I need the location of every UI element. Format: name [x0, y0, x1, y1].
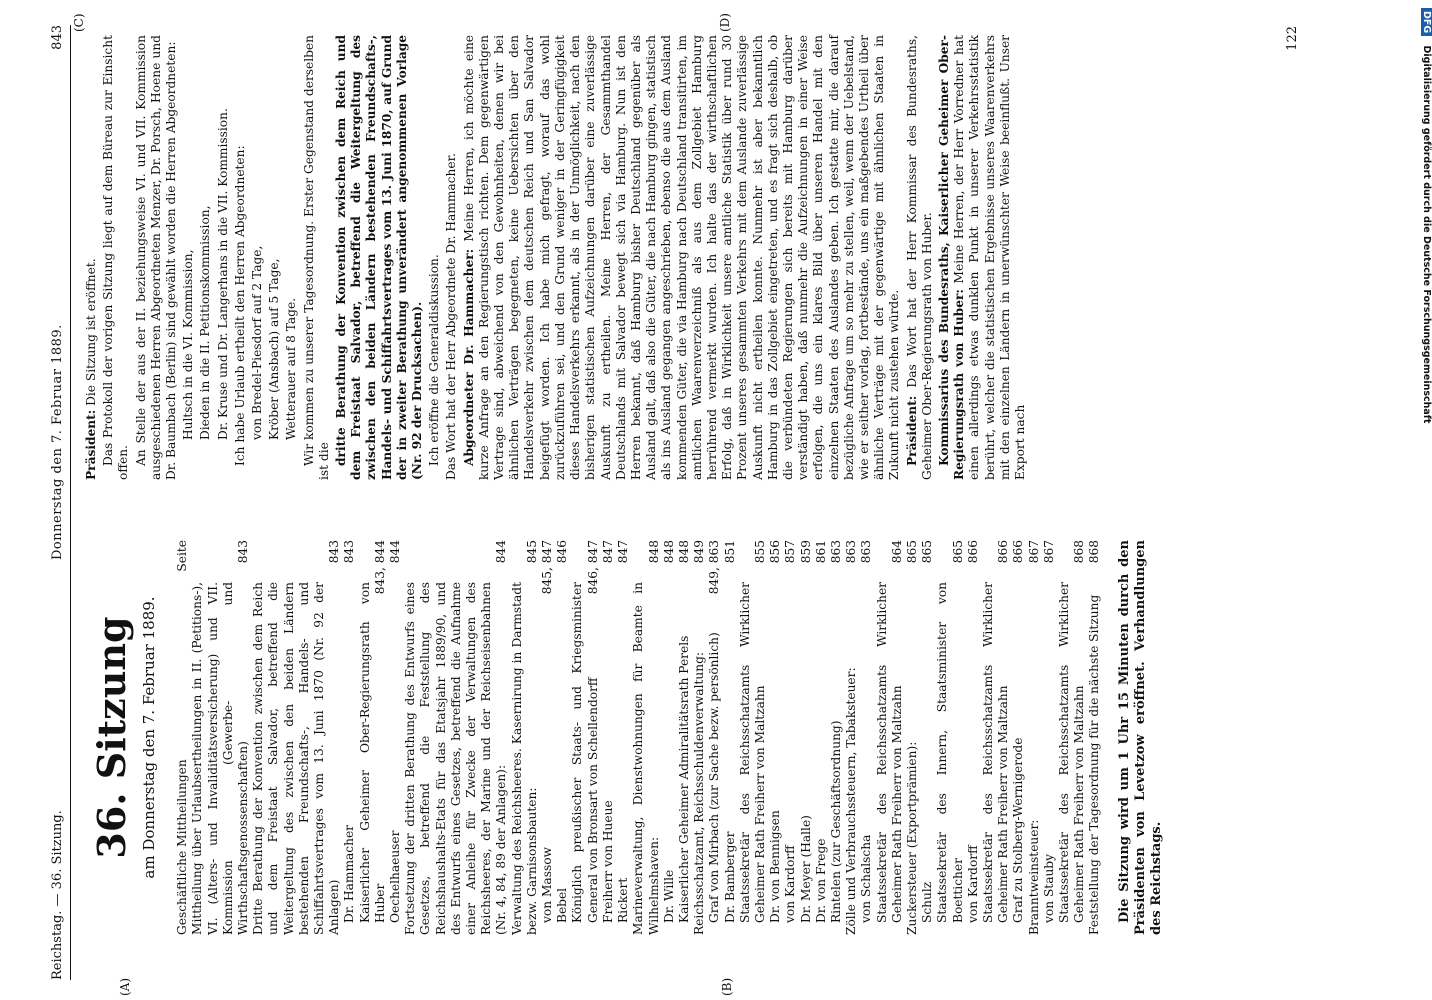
- right-column: [84, 35, 1030, 480]
- left-column: [84, 540, 1165, 935]
- speech-paragraph: Präsident: Die Sitzung ist eröffnet.: [84, 258, 98, 480]
- toc-entry-text: Rintelen (zur Geschäftsordnung): [828, 720, 843, 923]
- toc-entry: [540, 540, 555, 935]
- toc-page-ref: 866: [965, 540, 980, 564]
- toc-entry-text: Freiherr von Hueue: [600, 800, 615, 923]
- toc-entry: [859, 540, 874, 935]
- header-page-number: 843: [50, 25, 65, 50]
- toc-page-ref: 863: [828, 540, 843, 564]
- toc-page-ref: 856: [768, 540, 783, 564]
- toc-entry-text: Dr. von Bennigsen: [768, 810, 783, 923]
- speech-paragraph: Hultsch in die VI. Kommission,: [181, 249, 196, 440]
- digitization-credit: [1418, 8, 1432, 908]
- toc-entry-text: Dr. von Frege: [813, 838, 828, 923]
- toc-entry: [555, 540, 570, 935]
- speaker-label: Präsident:: [904, 395, 919, 466]
- margin-letter-a: (A): [118, 977, 132, 996]
- toc-entry: [175, 540, 190, 935]
- footer-page-number: 122: [1284, 26, 1300, 51]
- toc-entry: [662, 540, 677, 935]
- speech-paragraph: Abgeordneter Dr. Hammacher: Meine Herren, ich möchte eine kurze Anfrage an den Regierungstisch richten. Dem gegenwärtigen Vertrage sind, abweichend von den Gewohnheiten, denen wir bei ähnlichen Verträgen begegneten, keine Uebersichten über den Handelsverkehr zwischen dem deutschen Reich und San Salvador beigefügt worden. Ich habe mich gefragt, worauf das wohl zurückzuführen sei, und den Grund weniger in der Geringfügigkeit dieses Handelsverkehrs erkannt, als in der Unmöglichkeit, nach den bisherigen statistischen Aufzeichnungen darüber eine zuverlässige Auskunft zu ertheilen. Meine Herren, der Gesammthandel Deutschlands mit Salvador bewegt sich via Hamburg. Nun ist den Herren bekannt, daß Hamburg bisher Deutschland gegenüber als Ausland galt, daß also die Güter, die nach Hamburg gingen, statistisch als ins Ausland gegangen angeschrieben, ebenso die aus dem Ausland kommenden Güter, die via Hamburg nach Deutschland transitirten, im amtlichen Waarenverzeichniß als aus dem Zollgebiet Hamburg herrührend vermerkt wurden. Ich halte das der wirthschaftlichen Erfolg, daß in Wirklichkeit unsere amtliche Statistik über rund 30 Prozent unseres gesammten Verkehrs mit dem Auslande zuverlässige Auskunft nicht ertheilen konnte. Nunmehr ist aber bekanntlich Hamburg in das Zollgebiet eingetreten, und es fragt sich deshalb, ob die verbündeten Regierungen sich bereits mit Hamburg darüber verständigt haben, daß nunmehr die Aufzeichnungen in einer Weise erfolgen, die uns ein klares Bild über unseren Handel mit den einzelnen Staaten des Auslandes geben. Ich gestatte mir, die darauf bezügliche Anfrage um so mehr zu stellen, weil, wenn der Uebelstand, wie er seither vorlag, fortbestände, uns ein maßgebendes Urtheil über ähnliche Verträge mit der gegenwärtige mit ähnlichen Staaten in Zukunft nicht zustehen würde.: [461, 34, 902, 480]
- toc-entry: [844, 540, 859, 935]
- toc-page-ref: 855: [752, 540, 767, 564]
- toc-page-ref: 843: [327, 540, 342, 564]
- toc-page-ref: 848: [646, 540, 661, 564]
- table-of-contents: [175, 540, 1102, 935]
- toc-page-ref: 861: [813, 540, 828, 564]
- toc-entry: [616, 540, 631, 935]
- session-title: 36. Sitzung: [89, 616, 134, 859]
- toc-entry: [403, 540, 509, 935]
- toc-entry: [905, 540, 920, 935]
- toc-entry: [190, 540, 251, 935]
- speaker-label: Präsident:: [84, 409, 98, 480]
- toc-entry-text: von Schalscha: [859, 834, 874, 923]
- toc-entry-text: Staatssekretär des Reichsschatzamts Wirklicher Geheimer Rath Freiherr von Maltzahn: [737, 582, 767, 923]
- speech-paragraph: Kröber (Ansbach) auf 5 Tage,: [267, 258, 282, 440]
- speech-paragraph: An Stelle der aus der II. beziehungsweise VI. und VII. Kommission ausgeschiedenen Herren Abgeordneten Menzer, Dr. Porsch, Hoene und Dr. Baumbach (Berlin) sind gewählt worden die Herren Abgeordneten:: [133, 35, 179, 480]
- toc-entry-text: von Kardorff: [965, 845, 980, 923]
- toc-entry: [768, 540, 783, 935]
- toc-entry-text: Staatssekretär des Reichsschatzamts Wirklicher Geheimer Rath Freiherr von Maltzahn: [1056, 582, 1087, 923]
- toc-entry: [799, 540, 814, 935]
- toc-entry-text: Graf zu Stolberg-Wernigerode: [1011, 737, 1026, 923]
- toc-entry-text: von Kardorff: [783, 845, 798, 923]
- speech-paragraph: Ich habe Urlaub ertheilt den Herren Abgeordneten:: [232, 145, 247, 466]
- toc-entry: [1057, 540, 1087, 935]
- toc-entry-text: Geschäftliche Mittheilungen: [175, 759, 190, 935]
- speech-paragraph: Das Protokoll der vorigen Sitzung liegt auf dem Büreau zur Einsicht offen.: [101, 35, 131, 480]
- toc-page-ref: 863: [859, 540, 874, 564]
- toc-page-ref: 868: [1087, 540, 1102, 564]
- toc-entry: [920, 540, 935, 935]
- toc-entry: [783, 540, 798, 935]
- toc-page-ref: 867: [1041, 540, 1056, 564]
- toc-page-ref: 865: [904, 540, 919, 564]
- dfg-logo: DFG: [1421, 8, 1432, 36]
- toc-entry: [388, 540, 403, 935]
- toc-entry: [1042, 540, 1057, 935]
- toc-entry: [935, 540, 965, 935]
- toc-entry-text: Kaiserlicher Geheimer Ober-Regierungsrath von Huber: [357, 582, 387, 923]
- toc-page-ref: 857: [783, 540, 798, 564]
- toc-entry: [1027, 540, 1042, 935]
- toc-entry: [342, 540, 357, 935]
- opening-statement: Die Sitzung wird um 1 Uhr 15 Minuten durch den Präsidenten von Levetzow eröffnet. Verhandlungen des Reichstags.: [1116, 540, 1164, 935]
- toc-page-ref: 865: [950, 540, 965, 564]
- toc-entry-text: Dr. Hammacher: [342, 825, 357, 923]
- header-date: Donnerstag den 7. Februar 1889.: [50, 324, 65, 560]
- running-header: [48, 25, 71, 980]
- speech-paragraph: Präsident: Das Wort hat der Herr Kommissar des Bundesraths, Geheimer Ober-Regierungsrath von Huber.: [904, 35, 934, 480]
- margin-letter-b: (B): [720, 977, 734, 996]
- toc-entry: [981, 540, 1011, 935]
- speech-paragraph: Kommissarius des Bundesraths, Kaiserlicher Geheimer Ober-Regierungsrath von Huber: Meine Herren, der Herr Vorredner hat einen allerdings etwas dunklen Punkt in unserer Verkehrsstatistik berührt, welcher die statistischen Ergebnisse unseres Waarenverkehrs mit den einzelnen Ländern in unerwünschter Weise beeinflußt. Unser Export nach: [936, 35, 1027, 480]
- toc-entry: [677, 540, 692, 935]
- toc-entry-text: Kaiserlicher Geheimer Admiralitätsrath Perels: [676, 635, 691, 923]
- speech-paragraph: Dieden in die II. Petitionskommission,: [198, 205, 213, 440]
- proceedings-text: [84, 35, 1028, 480]
- toc-page-ref: 864: [889, 540, 904, 564]
- toc-page-ref: 863: [844, 540, 859, 564]
- agenda-motion: dritte Berathung der Konvention zwischen dem Reich und dem Freistaat Salvador, betreffend die Weitergeltung des zwischen den beiden Ländern bestehenden Freundschafts-, Handels- und Schiffahrtsvertrages vom 13. Juni 1870, auf Grund der in zweiter Berathung unverändert angenommenen Vorlage (Nr. 92 der Drucksachen).: [334, 35, 425, 480]
- toc-entry-text: Dr. Meyer (Halle): [798, 815, 813, 923]
- speech-paragraph: Das Wort hat der Herr Abgeordnete Dr. Hammacher.: [444, 153, 459, 480]
- toc-page-ref: 846, 847: [585, 540, 600, 595]
- toc-page-ref: Seite: [175, 540, 190, 572]
- toc-page-ref: 845: [524, 540, 539, 564]
- toc-entry-text: Staatssekretär des Reichsschatzamts Wirklicher Geheimer Rath Freiherr von Maltzahn: [980, 582, 1011, 923]
- toc-page-ref: 851: [722, 540, 737, 564]
- speaker-label: Abgeordneter Dr. Hammacher:: [461, 248, 476, 466]
- toc-entry: [631, 540, 661, 935]
- toc-entry-text: Branntweinsteuer:: [1026, 819, 1041, 935]
- toc-page-ref: 844: [494, 540, 509, 564]
- toc-entry: [707, 540, 722, 935]
- toc-entry-text: Zuckersteuer (Exportprämien):: [904, 741, 919, 935]
- toc-entry: [738, 540, 768, 935]
- toc-entry: [1087, 540, 1102, 935]
- session-subtitle: am Donnerstag den 7. Februar 1889.: [140, 596, 158, 879]
- margin-letter-d: (D): [718, 13, 732, 32]
- toc-page-ref: 849, 863: [707, 540, 722, 595]
- toc-entry: [966, 540, 981, 935]
- toc-page-ref: 865: [920, 540, 935, 564]
- toc-page-ref: 866: [1011, 540, 1026, 564]
- toc-page-ref: 845, 847: [540, 540, 555, 595]
- toc-entry-text: Fortsetzung der dritten Berathung des Entwurfs eines Gesetzes, betreffend die Feststellung des Reichshaushalts-Etats für das Etatsjahr 1889/90, und des Entwurfs eines Gesetzes, betreffend die Aufnahme einer Anleihe für Zwecke der Verwaltungen des Reichsheeres, der Marine und der Reichseisenbahnen (Nr. 4, 84, 89 der Anlagen):: [403, 582, 509, 935]
- toc-entry-text: Staatssekretär des Innern, Staatsminister von Boetticher: [935, 582, 965, 923]
- toc-page-ref: 849: [692, 540, 707, 564]
- toc-entry: [692, 540, 707, 935]
- toc-entry: [875, 540, 905, 935]
- toc-page-ref: 843, 844: [372, 540, 387, 595]
- margin-letter-c: (C): [72, 13, 86, 32]
- toc-entry-text: Königlich preußischer Staats- und Kriegsminister General von Bronsart von Schellendorff: [570, 582, 600, 923]
- toc-entry-text: Dr. Bamberger: [722, 831, 737, 923]
- toc-entry-text: von Stauby: [1041, 854, 1056, 923]
- toc-page-ref: 847: [600, 540, 615, 564]
- toc-page-ref: 843: [342, 540, 357, 564]
- toc-entry-text: Rickert: [616, 877, 631, 923]
- toc-entry: [829, 540, 844, 935]
- speaker-label: Kommissarius des Bundesraths, Kaiserlicher Geheimer Ober-Regierungsrath von Huber:: [936, 35, 967, 480]
- toc-entry-text: von Massow: [540, 847, 555, 923]
- speech-paragraph: Wir kommen zu unserer Tagesordnung. Erster Gegenstand derselben ist die: [301, 35, 331, 480]
- toc-entry: [723, 540, 738, 935]
- toc-entry-text: Schulz: [920, 881, 935, 923]
- toc-entry-text: Marineverwaltung, Dienstwohnungen für Beamte in Wilhelmshaven:: [631, 582, 661, 935]
- toc-entry-text: Graf von Mirbach (zur Sache bezw. persönlich): [707, 632, 722, 923]
- toc-entry: [251, 540, 342, 935]
- toc-entry: [601, 540, 616, 935]
- toc-entry-text: Zölle und Verbrauchssteuern, Tabaksteuer:: [844, 667, 859, 935]
- toc-entry: [1011, 540, 1026, 935]
- toc-entry-text: Oechelhaeuser: [388, 830, 403, 923]
- speech-paragraph: Wetterauer auf 8 Tage.: [284, 297, 299, 440]
- toc-page-ref: 844: [388, 540, 403, 564]
- toc-page-ref: 859: [798, 540, 813, 564]
- toc-entry: [510, 540, 540, 935]
- toc-entry-text: Verwaltung des Reichsheeres. Kasernirung in Darmstadt bezw. Garnisonsbauten:: [509, 582, 539, 935]
- toc-page-ref: 847: [616, 540, 631, 564]
- toc-entry: [814, 540, 829, 935]
- toc-entry-text: Bebel: [555, 887, 570, 923]
- header-left: Reichstag. — 36. Sitzung.: [50, 810, 65, 980]
- toc-entry: [358, 540, 388, 935]
- toc-page-ref: 866: [996, 540, 1011, 564]
- speech-paragraph: Ich eröffne die Generaldiskussion.: [427, 254, 442, 466]
- toc-page-ref: 848: [661, 540, 676, 564]
- toc-entry-text: Dr. Wille: [661, 869, 676, 923]
- speech-paragraph: Dr. Kruse und Dr. Langerhans in die VII. Kommission.: [215, 108, 230, 440]
- toc-entry-text: Dritte Berathung der Konvention zwischen dem Reich und dem Freistaat Salvador, betreffend die Weitergeltung des zwischen den beiden Ländern bestehenden Freundschafts-, Handels- und Schiffahrtsvertrages vom 13. Juni 1870 (Nr. 92 der Anlagen): [251, 582, 342, 935]
- toc-page-ref: 846: [555, 540, 570, 564]
- toc-page-ref: 848: [676, 540, 691, 564]
- speech-paragraph: von Bredel-Piesdorf auf 2 Tage,: [250, 245, 265, 440]
- toc-entry-text: Feststellung der Tagesordnung für die nächste Sitzung: [1087, 594, 1102, 935]
- toc-page-ref: 868: [1072, 540, 1087, 564]
- toc-entry-text: Reichsschatzamt, Reichsschuldenverwaltung:: [692, 652, 707, 935]
- toc-entry: [570, 540, 600, 935]
- toc-page-ref: 867: [1026, 540, 1041, 564]
- toc-entry-text: Mittheilung über Urlaubsertheilungen in II. (Petitions-), VI. (Alters- und Invaliditätsversicherung) und VII. Kommission (Gewerbe- und Wirthschaftsgenossenschaften): [190, 582, 251, 935]
- credit-text: Digitalisierung gefördert durch die Deutsche Forschungsgemeinschaft: [1421, 45, 1432, 424]
- toc-page-ref: 843: [236, 540, 251, 564]
- toc-entry-text: Staatssekretär des Reichsschatzamts Wirklicher Geheimer Rath Freiherr von Maltzahn: [874, 582, 904, 923]
